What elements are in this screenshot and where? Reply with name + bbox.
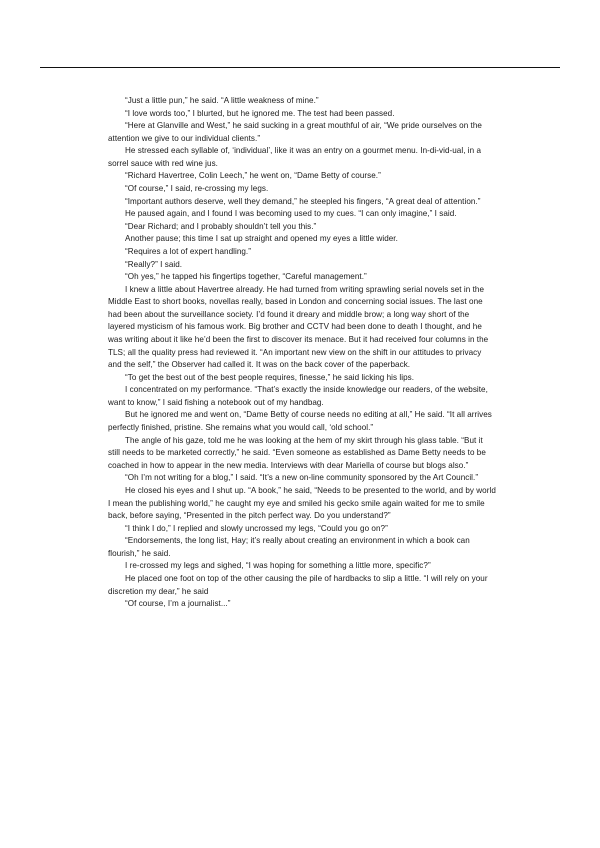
paragraph: The angle of his gaze, told me he was looking at the hem of my skirt through his glass table. “But it still needs to be marketed correctly,” he said. “Even someone as established as Dame Betty needs to be coached in how to appear in the new media. Interviews with dear Mariella of course but blogs also.” <box>108 435 486 470</box>
paragraph: He paused again, and I found I was becoming used to my cues. “I can only imagine,” I said. <box>125 209 457 219</box>
paragraph: He stressed each syllable of, ‘individual’, like it was an entry on a gourmet menu. In-di-vid-ual, in a sorrel sauce with red wine jus. <box>108 146 482 168</box>
paragraph: He placed one foot on top of the other causing the pile of hardbacks to slip a little. “I will rely on your discretion my dear,” he said <box>108 573 488 596</box>
paragraph: “Really?” I said. <box>125 259 183 269</box>
paragraph: I concentrated on my performance. “That’s exactly the inside knowledge our readers, of the website, want to know,” I said fishing a notebook out of my handbag. <box>108 385 488 407</box>
paragraph: “Just a little pun,” he said. “A little weakness of mine.” <box>125 96 319 105</box>
paragraph: “Of course,” I said, re-crossing my legs. <box>125 184 269 194</box>
paragraph: “I love words too,” I blurted, but he ignored me. The test had been passed. <box>125 108 395 118</box>
paragraph: “Important authors deserve, well they demand,” he steepled his fingers, “A great deal of attention.” <box>125 196 481 206</box>
paragraph: Another pause; this time I sat up straight and opened my eyes a little wider. <box>125 234 398 244</box>
paragraph: “Oh yes,” he tapped his fingertips together, “Careful management.” <box>125 272 367 282</box>
paragraph: “Requires a lot of expert handling.” <box>125 246 251 256</box>
paragraph: But he ignored me and went on, “Dame Betty of course needs no editing at all,” He said. “It all arrives perfectly finished, pristine. She remains what you would call, ‘old school.” <box>108 410 492 433</box>
body-text <box>108 95 496 611</box>
header-rule <box>40 67 560 68</box>
paragraph: “I think I do,” I replied and slowly uncrossed my legs, “Could you go on?” <box>125 523 388 533</box>
paragraph: “Endorsements, the long list, Hay; it’s really about creating an environment in which a book can flourish,” he said. <box>108 536 470 558</box>
paragraph: I re-crossed my legs and sighed, “I was hoping for something a little more, specific?” <box>125 561 431 571</box>
paragraph: “Of course, I’m a journalist...” <box>125 599 231 609</box>
paragraph: “Oh I’m not writing for a blog,” I said. “It’s a new on-line community sponsored by the Art Council.” <box>125 473 479 483</box>
paragraph: “To get the best out of the best people requires, finesse,” he said licking his lips. <box>125 372 415 382</box>
paragraph: “Here at Glanville and West,” he said sucking in a great mouthful of air, “We pride ourselves on the attention we give to our individual clients.” <box>108 121 482 143</box>
paragraph: He closed his eyes and I shut up. “A book,” he said, “Needs to be presented to the world, and by world I mean the publishing world,” he caught my eye and smiled his gecko smile again waited for me to smile back, before saying, “Presented in the pitch perfect way. Do you understand?” <box>108 485 496 521</box>
paragraph: “Dear Richard; and I probably shouldn’t tell you this.” <box>125 221 317 231</box>
paragraph: “Richard Havertree, Colin Leech,” he went on, “Dame Betty of course.” <box>125 171 381 181</box>
paragraph: I knew a little about Havertree already. He had turned from writing sprawling serial novels set in the Middle East to short books, novellas really, based in London and concerning social issues. The last one had been about the surveillance society. I’d found it dreary and middle brow; a long way short of the layered mysticism of his famous work. Big brother and CCTV had been done to death I thought, and he was writing about it like he’d been the first to discover its menace. But it had received four columns in the TLS; all the quality press had reviewed it. “An important new view on the shift in our attitudes to privacy and the self,” the Observer had called it. It was on the back cover of the paperback. <box>108 284 489 370</box>
